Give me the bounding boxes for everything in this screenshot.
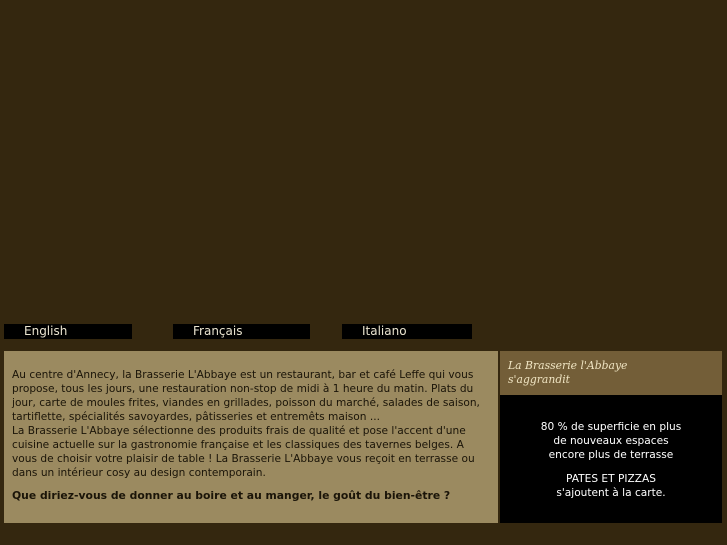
news-promo-line-2: s'ajoutent à la carte. <box>556 487 666 499</box>
language-english-button[interactable]: English <box>4 324 132 339</box>
news-promo-line-1: PATES ET PIZZAS <box>566 473 656 485</box>
intro-panel <box>4 351 498 523</box>
slogan-text: Que diriez-vous de donner au boire et au manger, le goût du bien-être ? <box>12 489 451 502</box>
news-line-3: encore plus de terrasse <box>548 449 674 461</box>
news-header <box>500 351 722 395</box>
body-text: La Brasserie L'Abbaye sélectionne des produits frais de qualité et pose l'accent d'une cuisine actuelle sur la gastronomie française et les classiques des tavernes belges. A vous de choisir votre plaisir de table ! La Brasserie L'Abbaye vous reçoit en terrasse ou dans un intérieur cosy au design contemporain. <box>12 425 475 479</box>
news-line-2: de nouveaux espaces <box>553 435 669 447</box>
news-title-line2: s'aggrandit <box>508 373 571 386</box>
news-body <box>500 395 722 523</box>
language-french-button[interactable]: Français <box>173 324 310 339</box>
language-italian-button[interactable]: Italiano <box>342 324 472 339</box>
news-line-1: 80 % de superficie en plus <box>540 421 682 433</box>
news-title-line1: La Brasserie l'Abbaye <box>508 359 628 372</box>
intro-text: Au centre d'Annecy, la Brasserie L'Abbaye est un restaurant, bar et café Leffe qui vous propose, tous les jours, une restauration non-stop de midi à 1 heure du matin. Plats du jour, carte de moules frites, viandes en grillades, poisson du marché, salades de saison, tartiflette, spécialités savoyardes, pâtisseries et entremêts maison ... <box>12 369 480 423</box>
